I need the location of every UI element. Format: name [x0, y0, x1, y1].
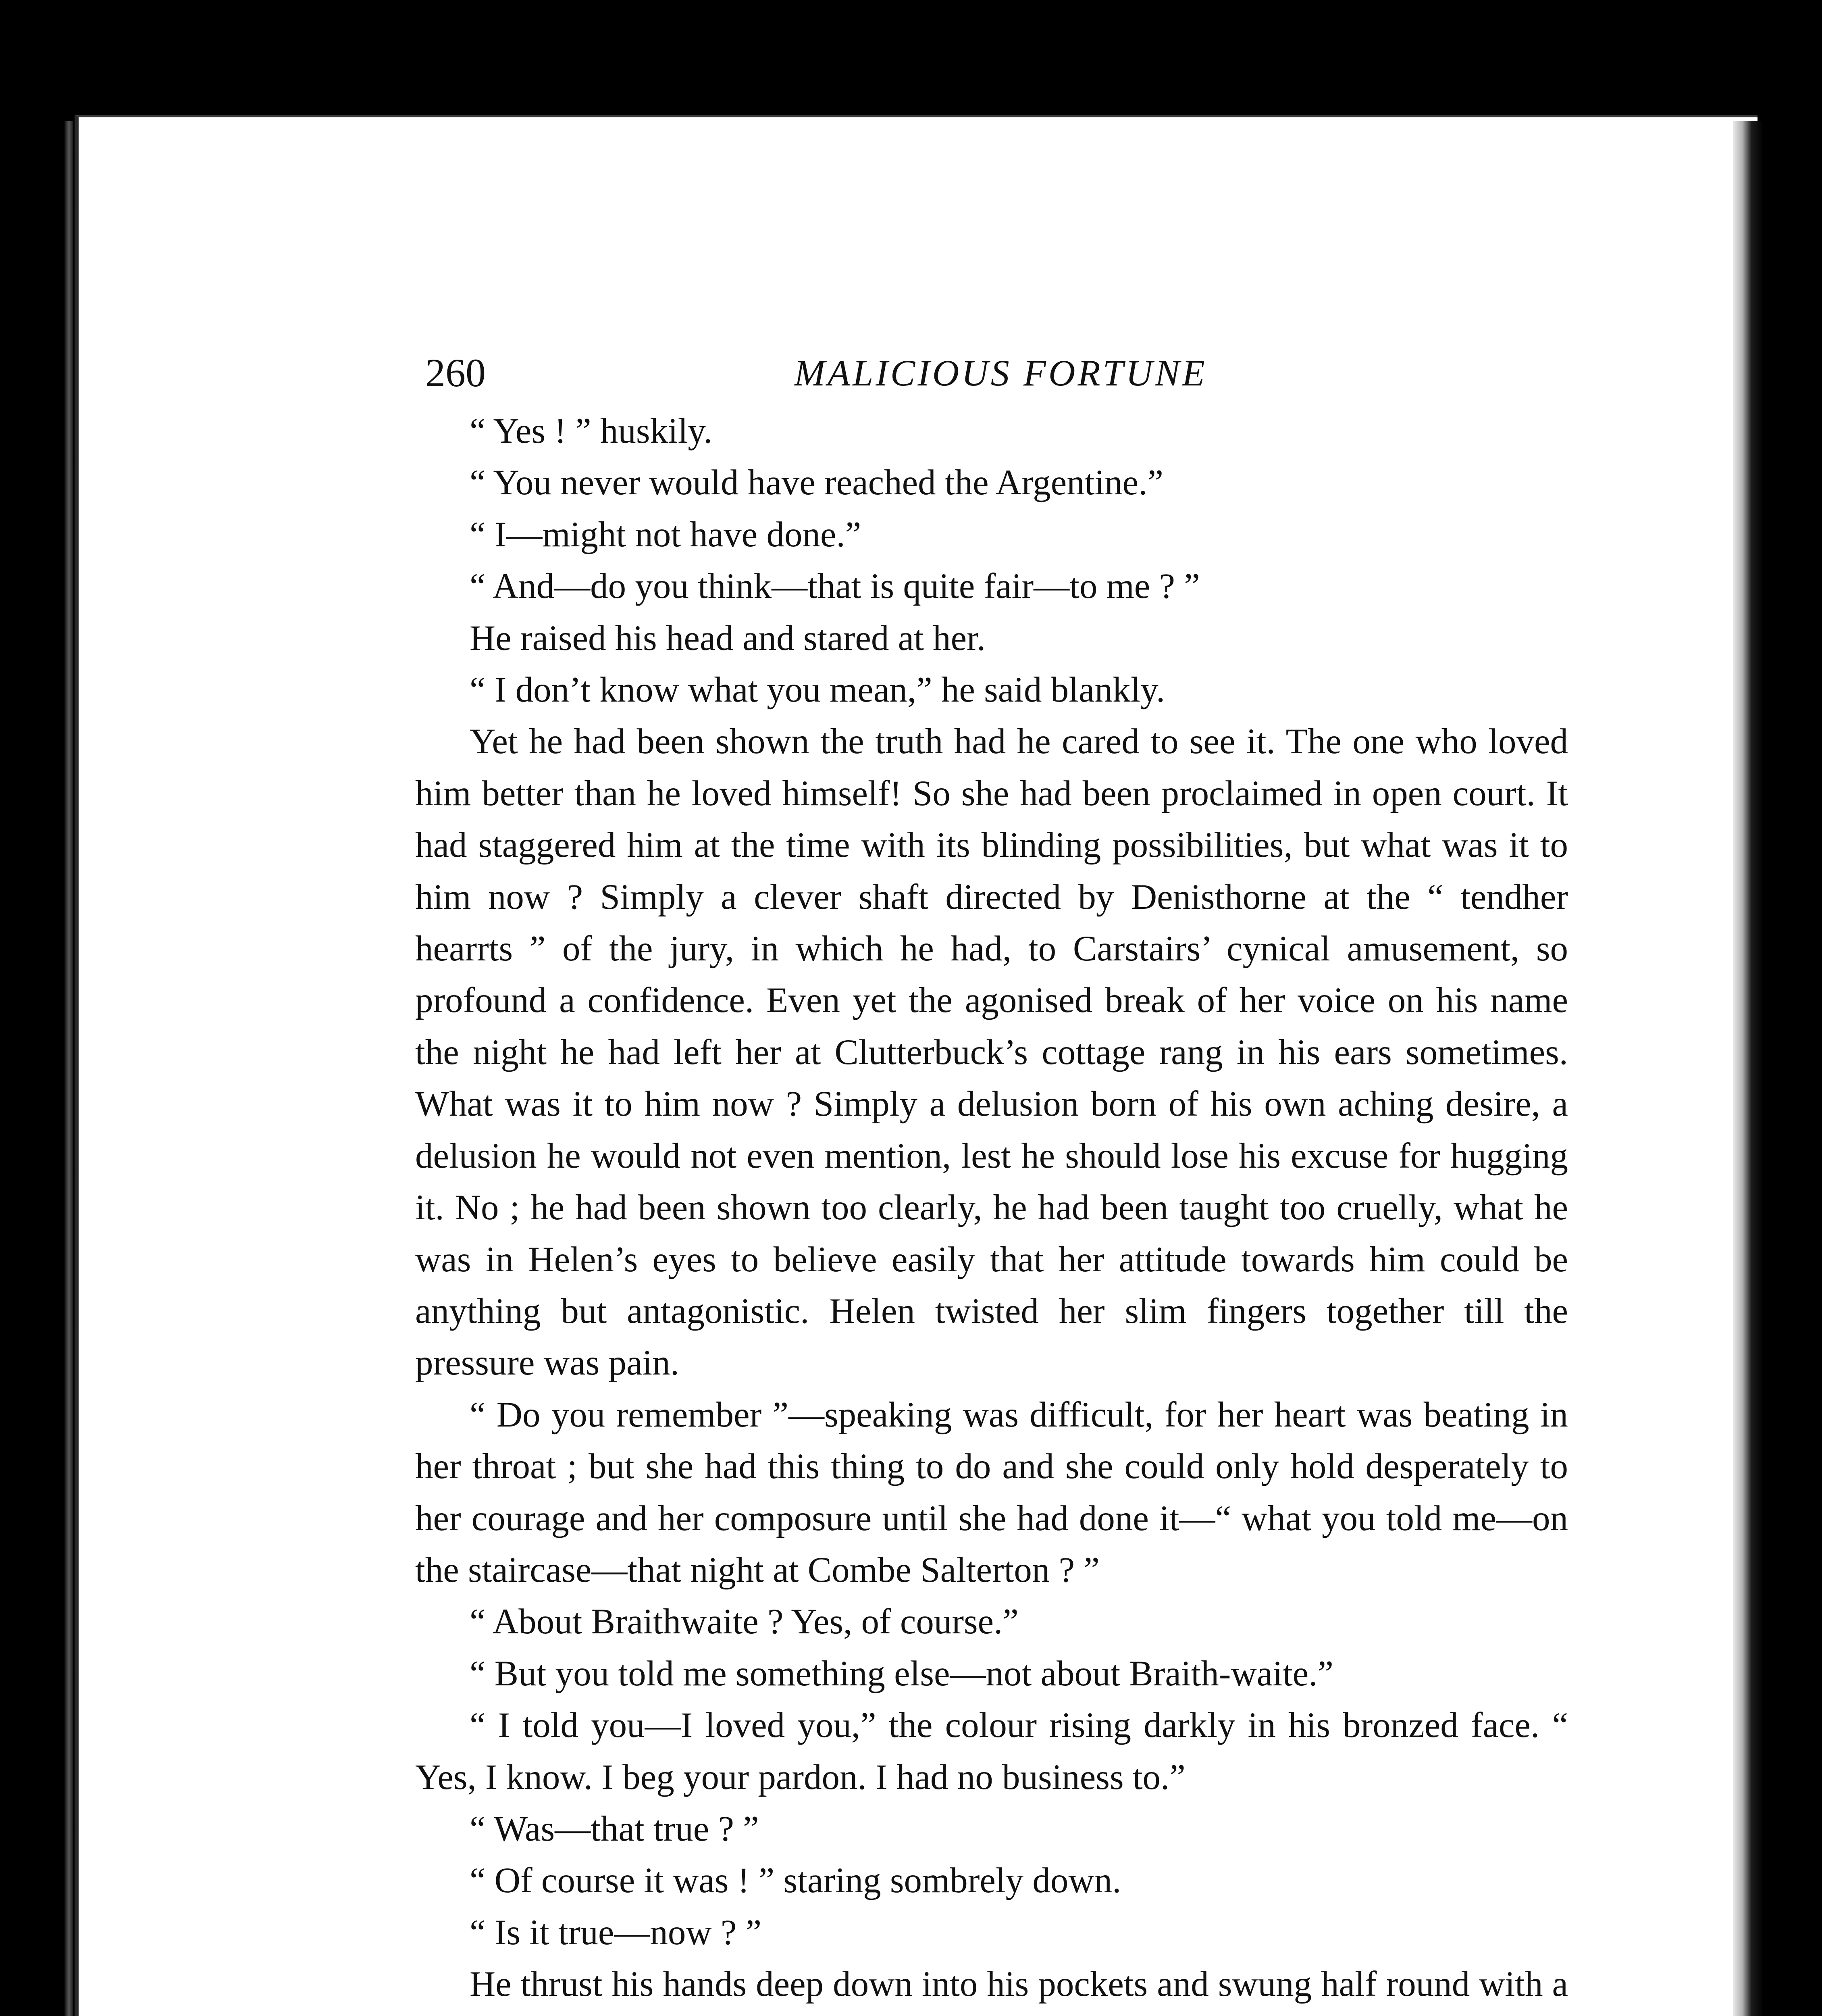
- running-title: MALICIOUS FORTUNE: [794, 352, 1207, 394]
- paragraph: “ Yes ! ” huskily.: [470, 411, 713, 451]
- paragraph: He raised his head and stared at her.: [470, 618, 986, 658]
- page-edge-left: [64, 121, 73, 2016]
- paragraph: “ But you told me something else—not about Braith-waite.”: [470, 1654, 1333, 1693]
- body-text: [415, 405, 1568, 2016]
- paragraph: Yet he had been shown the truth had he cared to see it. The one who loved him better than he loved himself! So she had been proclaimed in open court. It had staggered him at the time with its blinding possibilities, but what was it to him now ? Simply a clever shaft directed by Denisthorne at the “ tendher hearrts ” of the jury, in which he had, to Carstairs’ cynical amusement, so profound a confidence. Even yet the agonised break of her voice on his name the night he had left her at Clutterbuck’s cottage rang in his ears sometimes. What was it to him now ? Simply a delusion born of his own aching desire, a delusion he would not even mention, lest he should lose his excuse for hugging it. No ; he had been shown too clearly, he had been taught too cruelly, what he was in Helen’s eyes to believe easily that her attitude towards him could be anything but antagonistic. Helen twisted her slim fingers together till the pressure was pain.: [415, 722, 1568, 1383]
- page-header: [425, 347, 1576, 399]
- paragraph: “ I—might not have done.”: [470, 514, 861, 554]
- paragraph: “ I don’t know what you mean,” he said blankly.: [470, 670, 1165, 710]
- paragraph: “ Was—that true ? ”: [470, 1809, 759, 1849]
- page-edge-right: [1733, 121, 1764, 2016]
- paragraph: He thrust his hands deep down into his pockets and swung half round with a: [470, 1964, 1568, 2004]
- paragraph: “ And—do you think—that is quite fair—to me ? ”: [470, 566, 1200, 606]
- paragraph: “ You never would have reached the Argentine.”: [470, 463, 1163, 503]
- paragraph: “ Of course it was ! ” staring sombrely down.: [470, 1861, 1121, 1901]
- paragraph: “ Is it true—now ? ”: [470, 1912, 762, 1952]
- paragraph: “ Do you remember ”—speaking was difficult, for her heart was beating in her throat ; but she had this thing to do and she could only hold desperately to her courage and her composure until she had done it—“ what you told me—on the staircase—that night at Combe Salterton ? ”: [415, 1395, 1568, 1590]
- paragraph: “ About Braithwaite ? Yes, of course.”: [470, 1602, 1019, 1642]
- page-number: 260: [425, 350, 486, 395]
- paragraph: “ I told you—I loved you,” the colour rising darkly in his bronzed face. “ Yes, I know. I beg your pardon. I had no business to.”: [415, 1706, 1568, 1797]
